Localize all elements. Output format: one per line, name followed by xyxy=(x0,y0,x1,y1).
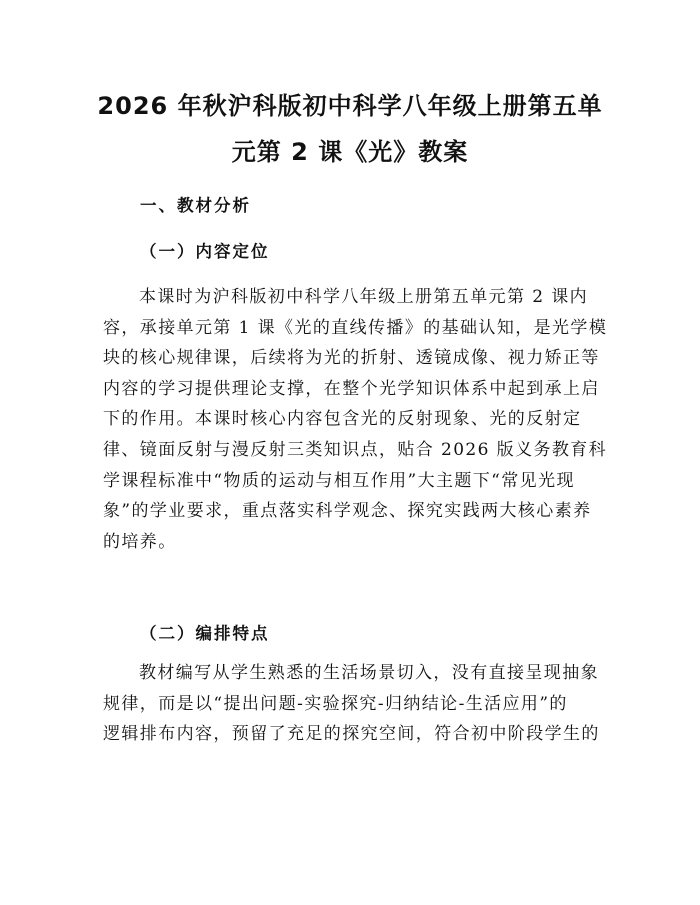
paragraph-line: 块的核心规律课，后续将为光的折射、透镜成像、视力矫正等 xyxy=(103,348,600,369)
section-heading-textbook-analysis: 一、教材分析 xyxy=(140,196,251,215)
paragraph-line: 逻辑排布内容，预留了充足的探究空间，符合初中阶段学生的 xyxy=(103,724,600,745)
document-title-line-1: 2026 年秋沪科版初中科学八年级上册第五单 xyxy=(97,92,603,120)
paragraph-line: 本课时为沪科版初中科学八年级上册第五单元第 2 课内 xyxy=(139,287,589,307)
document-title-line-2: 元第 2 课《光》教案 xyxy=(231,138,469,166)
subsection-heading-layout-features: （二）编排特点 xyxy=(140,624,270,643)
subsection-heading-content-positioning: （一）内容定位 xyxy=(140,242,270,261)
paragraph-content-positioning xyxy=(103,282,608,557)
paragraph-line: 象”的学业要求，重点落实科学观念、探究实践两大核心素养 xyxy=(103,501,592,522)
paragraph-line: 学课程标准中“物质的运动与相互作用”大主题下“常见光现 xyxy=(103,470,575,491)
paragraph-line: 内容的学习提供理论支撑，在整个光学知识体系中起到承上启 xyxy=(103,378,600,399)
paragraph-line: 容，承接单元第 1 课《光的直线传播》的基础认知，是光学模 xyxy=(103,317,608,338)
paragraph-line: 规律，而是以“提出问题-实验探究-归纳结论-生活应用”的 xyxy=(103,693,568,714)
paragraph-line: 下的作用。本课时核心内容包含光的反射现象、光的反射定 xyxy=(103,409,582,430)
paragraph-line: 教材编写从学生熟悉的生活场景切入，没有直接呈现抽象 xyxy=(139,663,599,683)
paragraph-layout-features xyxy=(103,658,603,750)
paragraph-line: 的培养。 xyxy=(103,531,177,552)
paragraph-line: 律、镜面反射与漫反射三类知识点，贴合 2026 版义务教育科 xyxy=(103,439,608,460)
